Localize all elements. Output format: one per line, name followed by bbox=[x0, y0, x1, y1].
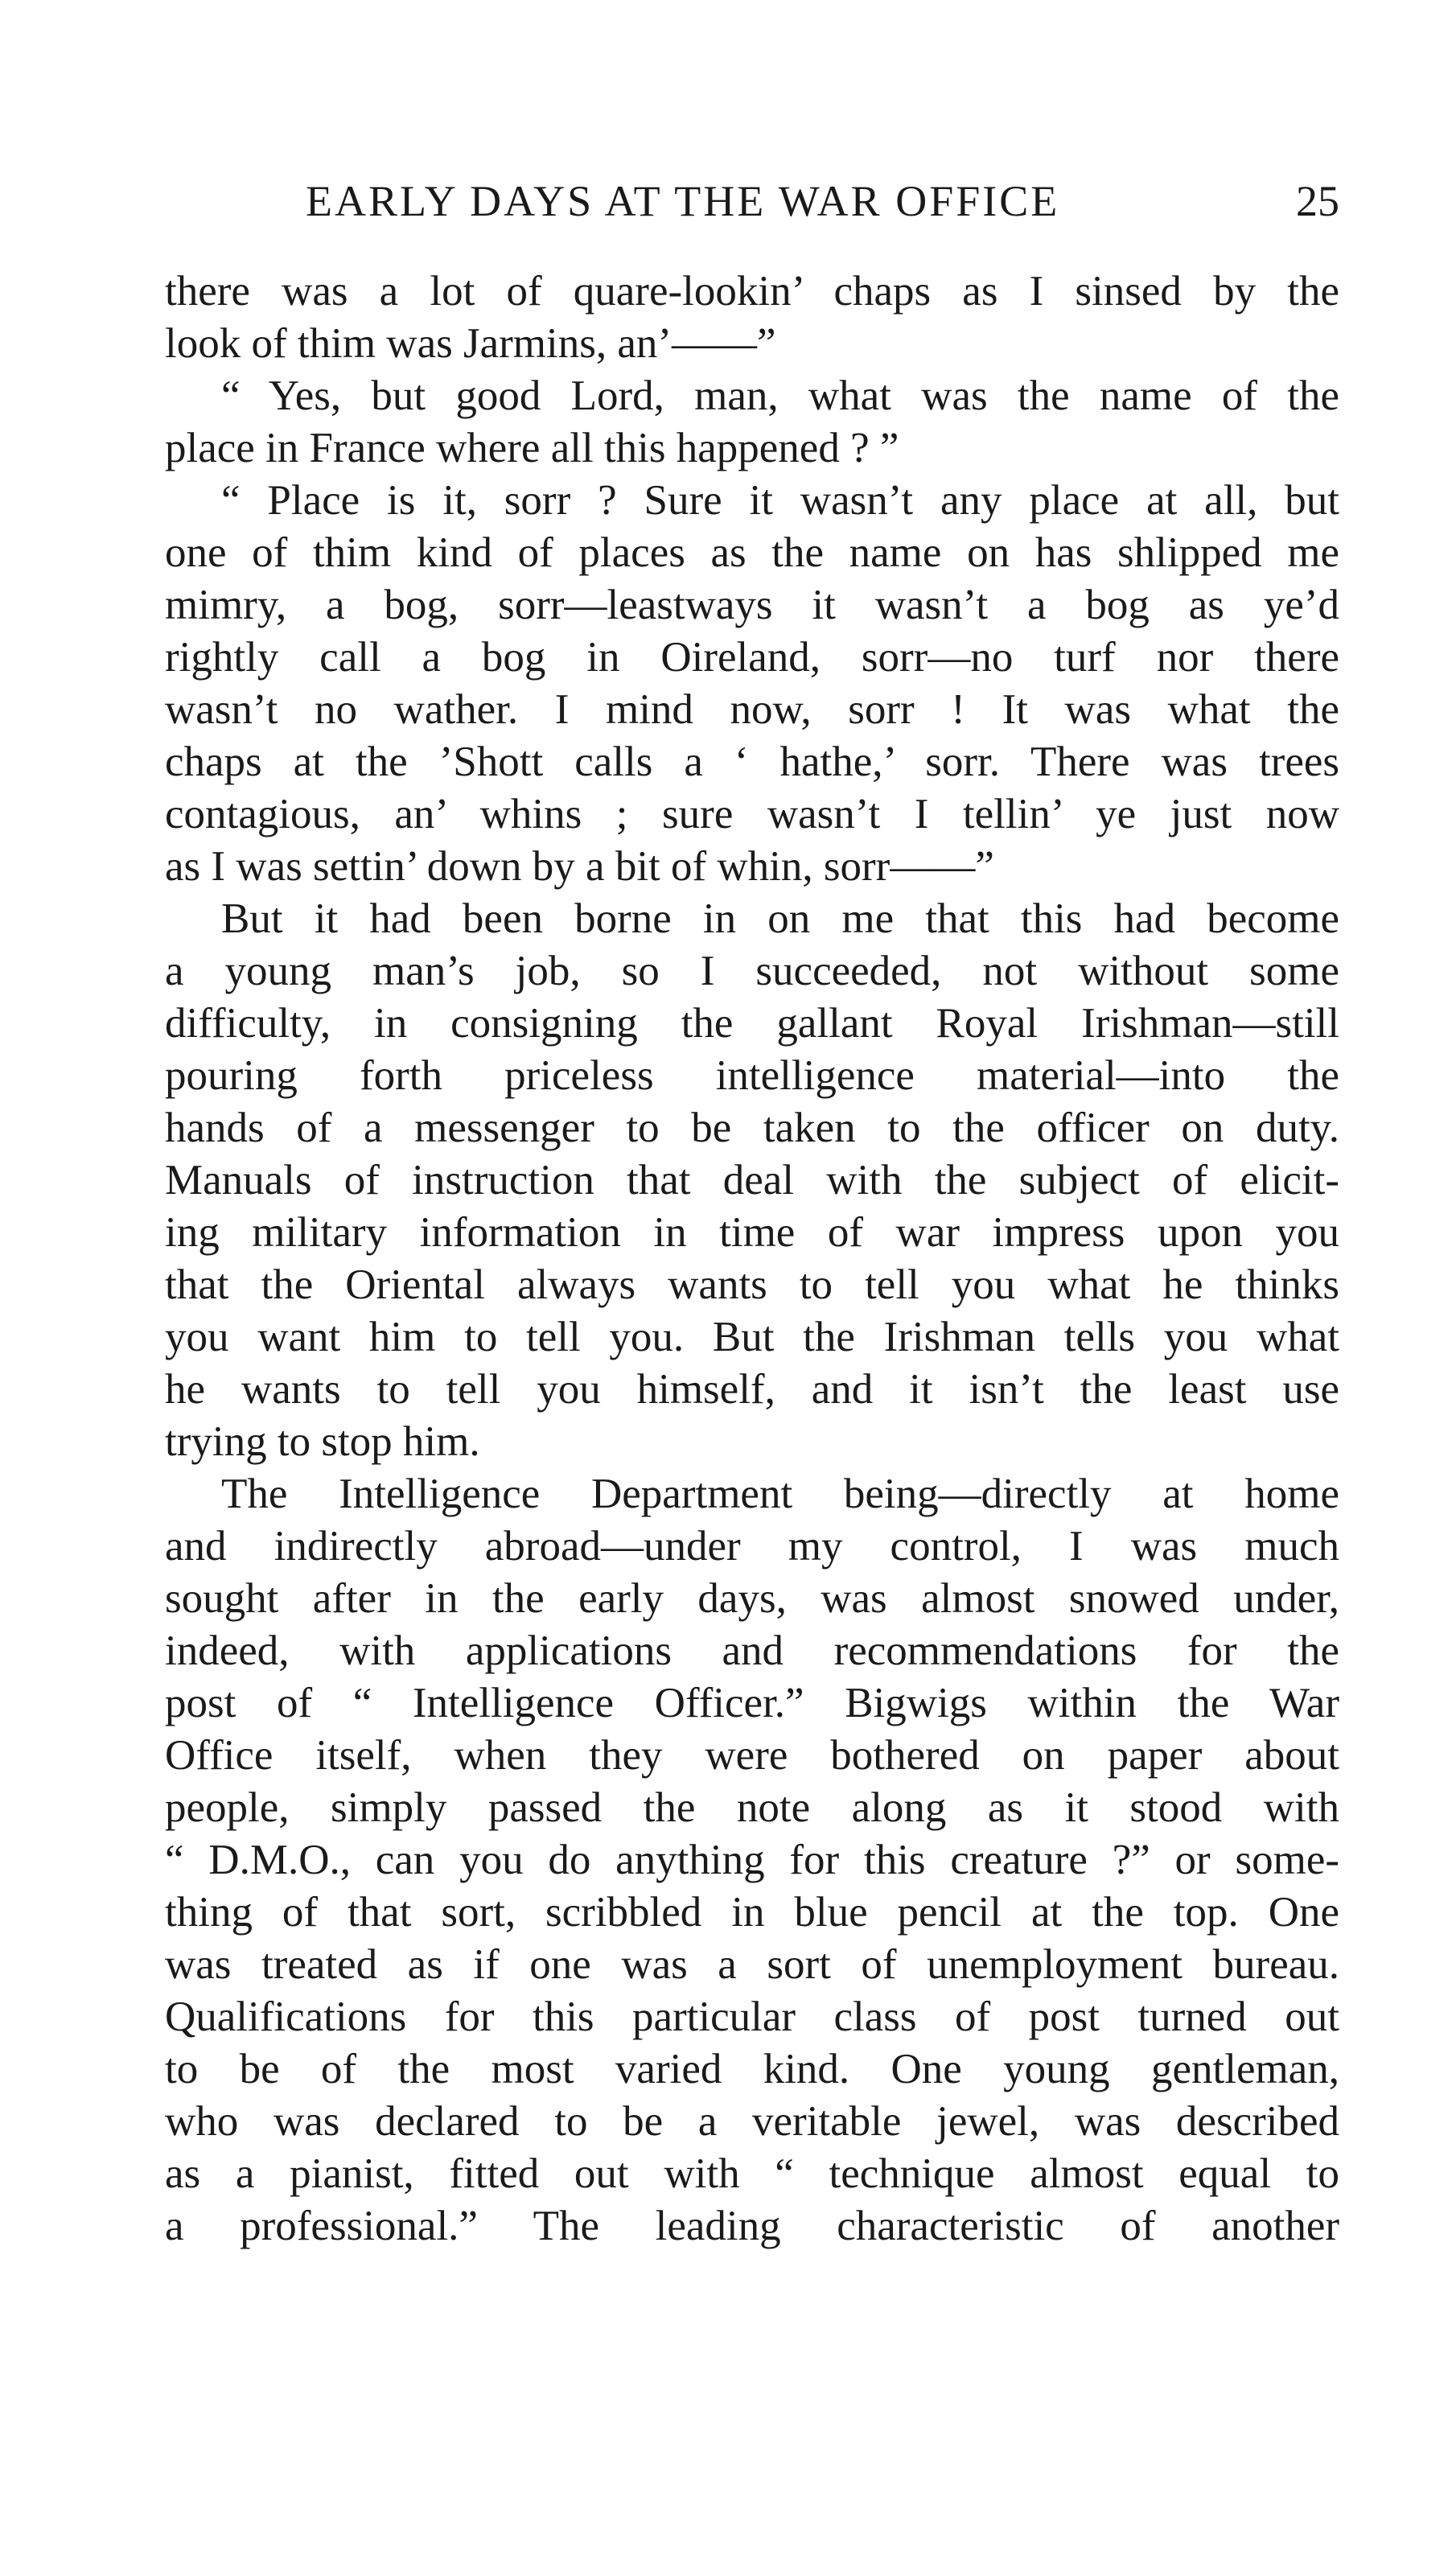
text-line: rightly call a bog in Oireland, sorr—no turf nor there bbox=[165, 634, 1339, 681]
text-line: as a pianist, fitted out with “ technique almost equal to bbox=[165, 2150, 1339, 2197]
text-line: “ D.M.O., can you do anything for this creature ?” or some- bbox=[165, 1837, 1339, 1883]
text-line: indeed, with applications and recommendations for the bbox=[165, 1627, 1339, 1674]
text-line: a young man’s job, so I succeeded, not without some bbox=[165, 948, 1339, 994]
text-line: “ Yes, but good Lord, man, what was the name of the bbox=[221, 372, 1339, 419]
text-line: post of “ Intelligence Officer.” Bigwigs within the War bbox=[165, 1680, 1339, 1726]
text-line: Manuals of instruction that deal with the subject of elicit- bbox=[165, 1157, 1339, 1203]
text-line: look of thim was Jarmins, an’——” bbox=[165, 320, 776, 367]
text-line: he wants to tell you himself, and it isn’t the least use bbox=[165, 1366, 1339, 1413]
text-line: ing military information in time of war impress upon you bbox=[165, 1209, 1339, 1256]
page-number: 25 bbox=[1296, 177, 1339, 225]
text-line: that the Oriental always wants to tell you what he thinks bbox=[165, 1261, 1339, 1308]
text-line: “ Place is it, sorr ? Sure it wasn’t any place at all, but bbox=[221, 477, 1339, 524]
running-head bbox=[165, 173, 1339, 229]
text-line: The Intelligence Department being—directly at home bbox=[221, 1471, 1339, 1517]
text-line: one of thim kind of places as the name on has shlipped me bbox=[165, 529, 1339, 576]
text-line: place in France where all this happened ? ” bbox=[165, 425, 899, 471]
text-line: Office itself, when they were bothered on paper about bbox=[165, 1732, 1339, 1779]
text-line: pouring forth priceless intelligence material—into the bbox=[165, 1052, 1339, 1099]
text-line: contagious, an’ whins ; sure wasn’t I tellin’ ye just now bbox=[165, 791, 1339, 837]
text-line: difficulty, in consigning the gallant Royal Irishman—still bbox=[165, 1000, 1339, 1047]
text-line: was treated as if one was a sort of unemployment bureau. bbox=[165, 1941, 1339, 1988]
text-line: who was declared to be a veritable jewel, was described bbox=[165, 2098, 1339, 2145]
text-line: thing of that sort, scribbled in blue pencil at the top. One bbox=[165, 1889, 1339, 1936]
text-line: a professional.” The leading characteristic of another bbox=[165, 2203, 1339, 2249]
running-title: EARLY DAYS AT THE WAR OFFICE bbox=[306, 177, 1060, 225]
text-line: But it had been borne in on me that this had become bbox=[221, 895, 1339, 942]
text-line: as I was settin’ down by a bit of whin, sorr——” bbox=[165, 843, 994, 890]
text-line: trying to stop him. bbox=[165, 1418, 480, 1465]
text-line: mimry, a bog, sorr—leastways it wasn’t a bog as ye’d bbox=[165, 582, 1339, 628]
text-line: sought after in the early days, was almost snowed under, bbox=[165, 1575, 1339, 1622]
text-line: and indirectly abroad—under my control, I was much bbox=[165, 1523, 1339, 1570]
text-line: Qualifications for this particular class of post turned out bbox=[165, 1993, 1339, 2040]
text-line: you want him to tell you. But the Irishman tells you what bbox=[165, 1314, 1339, 1360]
text-line: to be of the most varied kind. One young gentleman, bbox=[165, 2046, 1339, 2092]
text-line: chaps at the ’Shott calls a ‘ hathe,’ sorr. There was trees bbox=[165, 739, 1339, 785]
text-line: wasn’t no wather. I mind now, sorr ! It was what the bbox=[165, 686, 1339, 733]
text-line: hands of a messenger to be taken to the officer on duty. bbox=[165, 1105, 1339, 1151]
text-line: there was a lot of quare-lookin’ chaps as I sinsed by the bbox=[165, 268, 1339, 315]
body-text bbox=[165, 265, 1339, 2253]
text-line: people, simply passed the note along as it stood with bbox=[165, 1784, 1339, 1831]
